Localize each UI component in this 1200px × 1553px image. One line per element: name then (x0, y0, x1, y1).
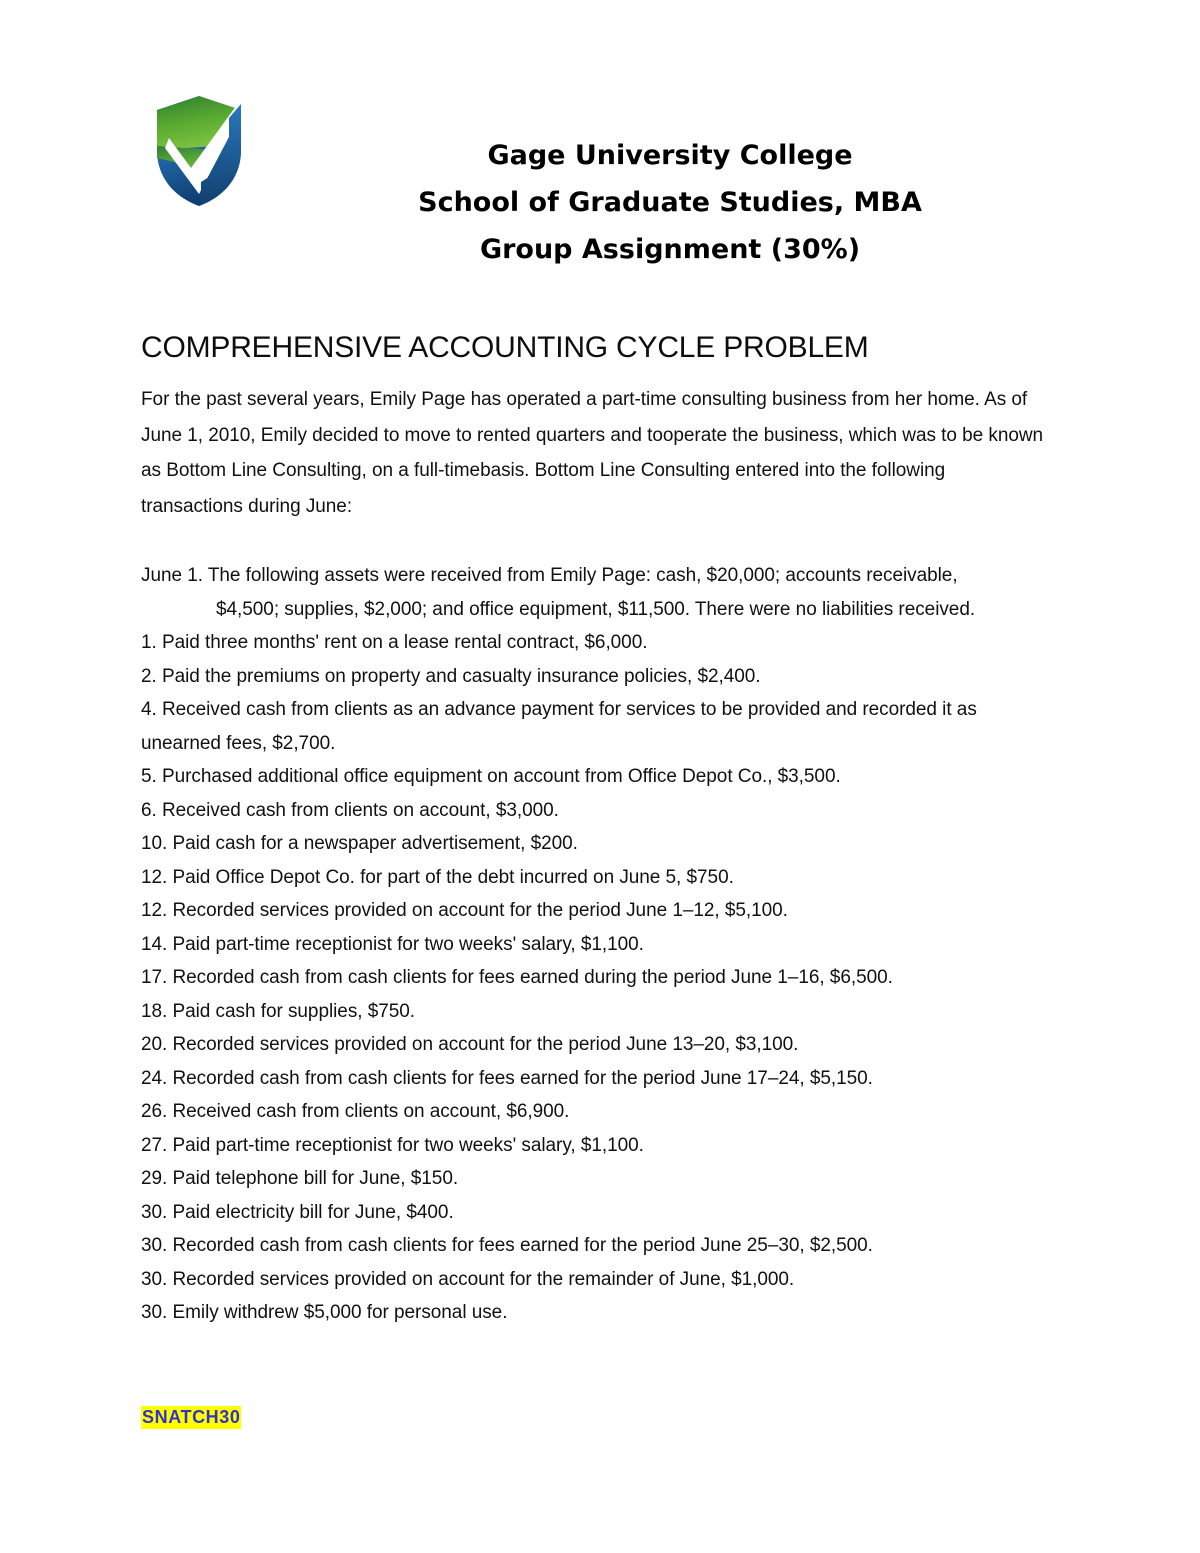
list-item: 4. Received cash from clients as an advance payment for services to be provided and recorded it as unearned fees, $2,700. (141, 699, 977, 754)
list-item: 29. Paid telephone bill for June, $150. (141, 1168, 459, 1189)
heading-line-university: Gage University College (487, 140, 853, 171)
heading-line-assignment: Group Assignment (30%) (479, 234, 861, 265)
document-header (0, 0, 1200, 294)
shield-checkmark-logo-icon (143, 84, 255, 212)
list-item: 14. Paid part-time receptionist for two weeks' salary, $1,100. (141, 933, 644, 955)
list-item: 30. Paid electricity bill for June, $400. (141, 1201, 454, 1223)
heading-line-school: School of Graduate Studies, MBA (418, 187, 922, 218)
page-title: COMPREHENSIVE ACCOUNTING CYCLE PROBLEM (141, 331, 869, 364)
intro-paragraph: For the past several years, Emily Page has operated a part-time consulting business from her home. As of June 1, 2010, Emily decided to move to rented quarters and tooperate the business, which was to be known as Bottom Line Consulting, on a full-timebasis. Bottom Line Consulting entered into the following transactions during June: (141, 389, 1044, 517)
list-item: 10. Paid cash for a newspaper advertisement, $200. (141, 833, 578, 854)
promo-code-highlight: SNATCH30 (142, 1406, 241, 1427)
list-item: 18. Paid cash for supplies, $750. (141, 1000, 416, 1022)
list-item: 2. Paid the premiums on property and casualty insurance policies, $2,400. (141, 665, 761, 687)
institution-heading (300, 132, 1040, 273)
list-item: 12. Recorded services provided on account for the period June 1–12, $5,100. (141, 900, 788, 921)
list-item: 5. Purchased additional office equipment on account from Office Depot Co., $3,500. (141, 766, 841, 787)
promo-code-row (141, 1404, 1051, 1430)
list-item: 30. Emily withdrew $5,000 for personal use. (141, 1302, 508, 1323)
list-item: $4,500; supplies, $2,000; and office equipment, $11,500. There were no liabilities received. (216, 598, 976, 620)
list-item: 30. Recorded cash from cash clients for fees earned for the period June 25–30, $2,500. (141, 1235, 873, 1256)
list-item: 26. Received cash from clients on account, $6,900. (141, 1101, 570, 1122)
list-item: 12. Paid Office Depot Co. for part of the debt incurred on June 5, $750. (141, 866, 734, 888)
list-item: 30. Recorded services provided on account for the remainder of June, $1,000. (141, 1268, 795, 1290)
list-item: 1. Paid three months' rent on a lease rental contract, $6,000. (141, 632, 648, 653)
list-item: 27. Paid part-time receptionist for two weeks' salary, $1,100. (141, 1134, 644, 1156)
list-item: 17. Recorded cash from cash clients for fees earned during the period June 1–16, $6,500. (141, 967, 893, 988)
list-item: June 1. The following assets were received from Emily Page: cash, $20,000; accounts receivable, (141, 565, 958, 586)
list-item: 20. Recorded services provided on account for the period June 13–20, $3,100. (141, 1034, 799, 1055)
list-item: 6. Received cash from clients on account, $3,000. (141, 799, 559, 821)
list-item: 24. Recorded cash from cash clients for fees earned for the period June 17–24, $5,150. (141, 1067, 873, 1089)
transaction-list (141, 559, 1051, 1330)
document-body (141, 330, 1051, 1430)
